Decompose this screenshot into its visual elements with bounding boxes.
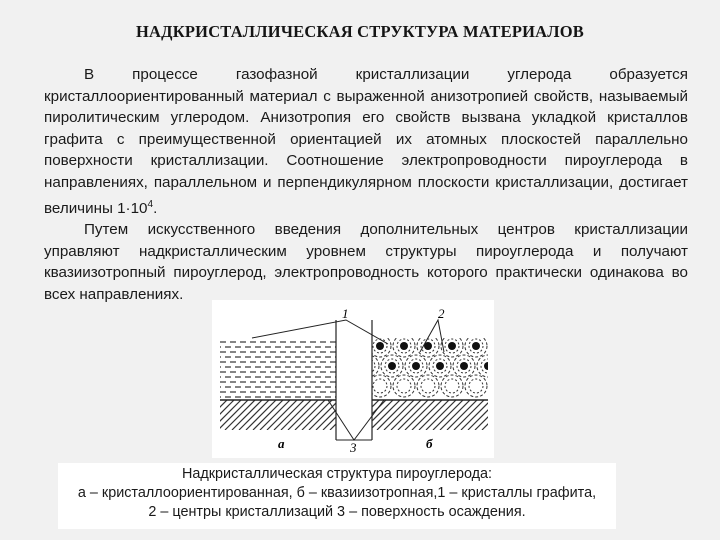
crystallization-center: [460, 362, 468, 370]
deposition-surface-left: [212, 400, 367, 430]
crystal-ring: [489, 335, 494, 357]
hatch-line: [337, 400, 367, 430]
crystallization-center: [412, 362, 420, 370]
paragraph-1-end: .: [153, 199, 158, 217]
crystal-ring-inner: [445, 379, 459, 393]
leader-2: [420, 320, 444, 352]
hatch-line: [212, 400, 227, 430]
crystal-ring-inner: [493, 379, 494, 393]
hatch-line: [212, 400, 220, 430]
crystallization-center: [400, 342, 408, 350]
page-title: НАДКРИСТАЛЛИЧЕСКАЯ СТРУКТУРА МАТЕРИАЛОВ: [136, 22, 584, 41]
crystal-ring: [489, 375, 494, 397]
caption-line-2: а – кристаллоориентированная, б – квазиизотропная,1 – кристаллы графита,: [77, 485, 597, 501]
hatch-line: [489, 400, 494, 430]
structure-figure: [212, 300, 494, 458]
hatch-line: [475, 400, 494, 430]
crystallization-center: [484, 362, 492, 370]
crystal-ring-inner: [469, 379, 483, 393]
label-2: 2: [438, 306, 445, 321]
crystal-ring: [465, 375, 487, 397]
crystallization-center: [436, 362, 444, 370]
crystal-ring-inner: [373, 379, 387, 393]
crystallization-center: [448, 342, 456, 350]
hatch-line: [342, 400, 372, 430]
crystal-ring: [417, 375, 439, 397]
label-1: 1: [342, 306, 349, 321]
caption-line-1: Надкристаллическая структура пироуглерода:: [181, 466, 493, 482]
oriented-layers: [215, 342, 341, 397]
crystal-ring-inner: [397, 379, 411, 393]
crystal-ring: [441, 375, 463, 397]
structure-diagram: [212, 300, 494, 458]
crystal-ring-inner: [361, 359, 375, 373]
crystallization-center: [376, 342, 384, 350]
paragraph-2: Путем искусственного введения дополнительных центров кристаллизации управляют надкристаллическим уровнем структуры пироуглерода и получают квазиизотропный пироуглерод, электропроводность которого практически одинакова во всех направлениях.: [44, 221, 688, 303]
isotropic-structure: [357, 335, 494, 397]
body-text: [44, 64, 688, 306]
crystallization-center: [388, 362, 396, 370]
crystal-ring-inner: [421, 379, 435, 393]
paragraph-1-text: В процессе газофазной кристаллизации углерода образуется кристаллоориентированный материал с выраженной анизотропией свойств, называемый пиролитическим углеродом. Анизотропия его свойств вызвана укладкой кристаллов графита с преимущественной ориентацией их атомных плоскостей параллельно поверхности кристаллизации. Соотношение электропроводности пироуглерода в направлениях, параллельном и перпендикулярном плоскости кристаллизации, достигает величины 1·10: [44, 66, 688, 217]
label-3: 3: [350, 440, 357, 455]
crystallization-center: [364, 362, 372, 370]
leader-1: [252, 320, 388, 344]
crystal-ring: [357, 355, 379, 377]
label-a: а: [278, 436, 285, 451]
figure-caption: [58, 463, 616, 529]
crystal-ring-inner: [493, 339, 494, 353]
crystal-ring: [393, 375, 415, 397]
crystallization-center: [472, 342, 480, 350]
caption-line-3: 2 – центры кристаллизаций 3 – поверхность осаждения.: [148, 504, 526, 520]
paragraph-1-exponent: 4: [147, 198, 154, 210]
paragraph-1: [44, 64, 688, 219]
label-b: б: [426, 436, 433, 451]
